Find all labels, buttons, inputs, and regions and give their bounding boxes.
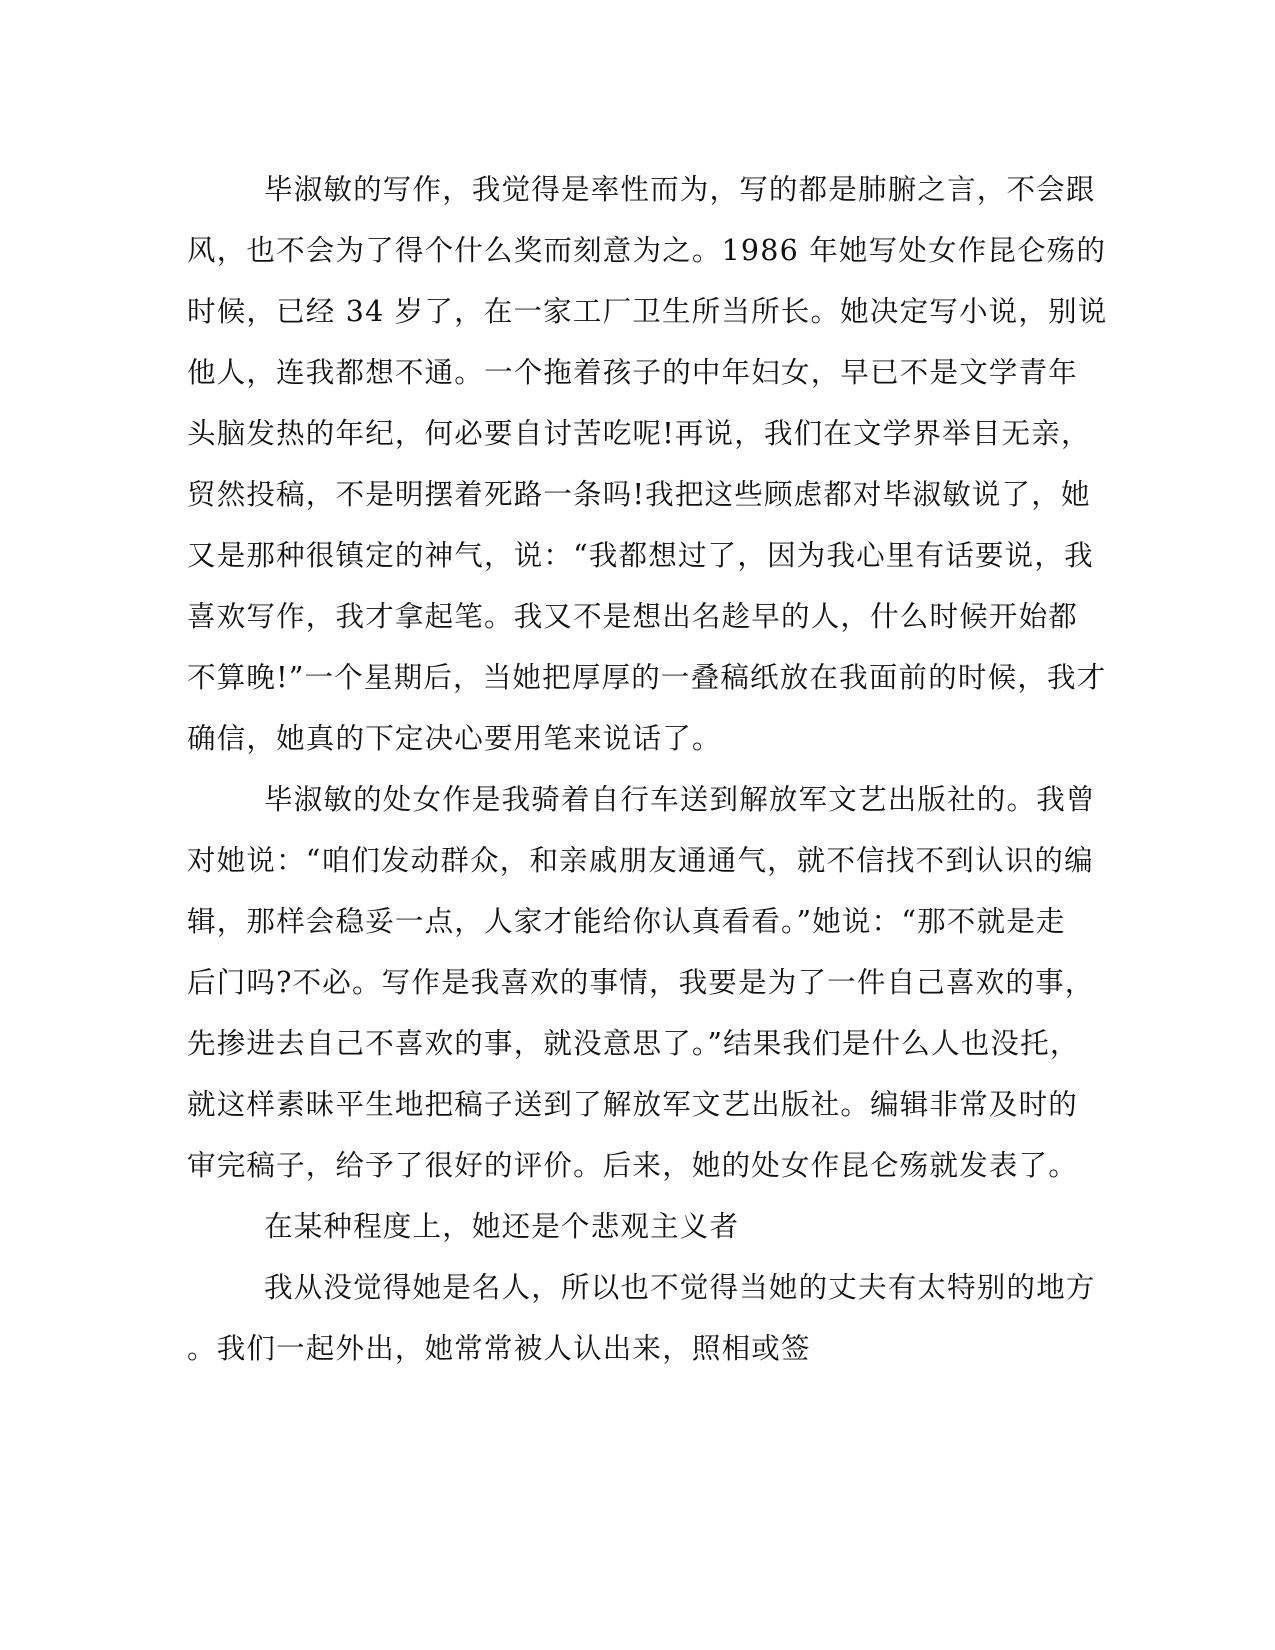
paragraph-2-line-7: 审完稿子，给予了很好的评价。后来，她的处女作昆仑殇就发表了。 (187, 1149, 1079, 1182)
paragraph-1-line-5: 头脑发热的年纪，何必要自讨苦吃呢!再说，我们在文学界举目无亲， (187, 417, 1091, 450)
paragraph-1-line-6: 贸然投稿，不是明摆着死路一条吗!我把这些顾虑都对毕淑敏说了，她 (187, 478, 1091, 511)
paragraph-1-line-1: 毕淑敏的写作，我觉得是率性而为，写的都是肺腑之言，不会跟 (264, 173, 1096, 206)
paragraph-2-line-4: 后门吗?不必。写作是我喜欢的事情，我要是为了一件自己喜欢的事， (187, 966, 1095, 999)
article-body (187, 159, 1108, 1379)
paragraph-2-line-3: 辑，那样会稳妥一点，人家才能给你认真看看。”她说：“那不就是走 (187, 905, 1066, 938)
paragraph-2-line-1: 毕淑敏的处女作是我骑着自行车送到解放军文艺出版社的。我曾 (264, 783, 1096, 816)
section-heading: 在某种程度上，她还是个悲观主义者 (264, 1210, 740, 1243)
paragraph-2-line-5: 先掺进去自己不喜欢的事，就没意思了。”结果我们是什么人也没托， (187, 1027, 1080, 1060)
paragraph-1-line-7: 又是那种很镇定的神气，说：“我都想过了，因为我心里有话要说，我 (187, 539, 1094, 572)
paragraph-3-line-1: 我从没觉得她是名人，所以也不觉得当她的丈夫有太特别的地方 (264, 1271, 1096, 1304)
paragraph-1-line-2: 风，也不会为了得个什么奖而刻意为之。1986 年她写处女作昆仑殇的 (187, 234, 1107, 267)
paragraph-3-line-2: 。我们一起外出，她常常被人认出来，照相或签 (187, 1332, 811, 1365)
paragraph-1-line-10: 确信，她真的下定决心要用笔来说话了。 (187, 722, 722, 755)
paragraph-1-line-3: 时候，已经 34 岁了，在一家工厂卫生所当所长。她决定写小说，别说 (187, 295, 1108, 328)
paragraph-1-line-8: 喜欢写作，我才拿起笔。我又不是想出名趁早的人，什么时候开始都 (187, 600, 1079, 633)
paragraph-2-line-2: 对她说：“咱们发动群众，和亲戚朋友通通气，就不信找不到认识的编 (187, 844, 1094, 877)
paragraph-2-line-6: 就这样素昧平生地把稿子送到了解放军文艺出版社。编辑非常及时的 (187, 1088, 1079, 1121)
paragraph-1-line-9: 不算晚!”一个星期后，当她把厚厚的一叠稿纸放在我面前的时候，我才 (187, 661, 1107, 694)
paragraph-1-line-4: 他人，连我都想不通。一个拖着孩子的中年妇女，早已不是文学青年 (187, 356, 1079, 389)
